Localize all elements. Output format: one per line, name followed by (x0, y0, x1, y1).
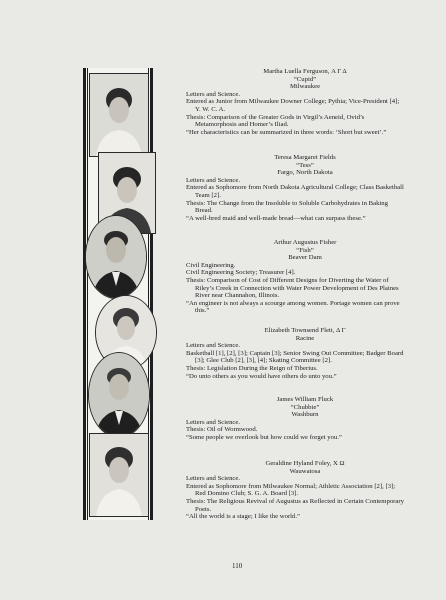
student-name: Martha Luella Ferguson, Α Γ Δ (263, 68, 347, 75)
bio-line: Entered as Sophomore from North Dakota Agricultural College; Class Basketball Team [2]. (186, 184, 404, 199)
student-nickname: “Cupid” (293, 75, 317, 83)
student-hometown: Beaver Dam (288, 254, 322, 262)
bio-foley (186, 460, 404, 521)
student-nickname: “Tess” (296, 161, 314, 169)
bio-line: Letters and Science. (186, 418, 241, 426)
portrait-column (83, 68, 153, 520)
bio-line: “All the world is a stage; I like the world.” (186, 513, 301, 521)
bio-line: Entered as Junior from Milwaukee Downer College; Pythia; Vice-President [4]; Y. W. C. A. (186, 98, 400, 113)
student-name: Arthur Augustus Fisher (273, 239, 337, 246)
bio-line: Letters and Science. (186, 176, 241, 184)
bio-ferguson (186, 68, 404, 136)
portrait-fisher (85, 215, 147, 299)
student-hometown: Racine (295, 334, 315, 342)
page-number: 110 (232, 562, 243, 570)
border-strip-left-inner (87, 68, 88, 520)
bio-line: Letters and Science. (186, 342, 241, 350)
bio-fisher (186, 239, 404, 315)
bio-line: “Her characteristics can be summarized in three words: ‘Short but sweet’.” (186, 128, 387, 136)
border-strip-left (83, 68, 86, 520)
portrait-foley (89, 433, 149, 517)
student-name: Teresa Margaret Fields (274, 154, 336, 161)
bio-line: Thesis: Comparison of the Greater Gods in Virgil’s Aeneid, Ovid’s Metamorphosis and Homer’s Iliad. (186, 113, 365, 129)
student-hometown: Wauwatosa (289, 467, 321, 475)
student-hometown: Milwaukee (289, 83, 321, 91)
portrait-ferguson (89, 73, 149, 157)
bio-line: “An engineer is not always a scourge among women. Portage women can prove this.” (186, 299, 400, 315)
bio-line: Thesis: The Religious Revival of Augustus as Reflected in Certain Contemporary Poets. (186, 497, 404, 513)
bio-line: Civil Engineering. (186, 261, 236, 269)
border-strip-right (150, 68, 153, 520)
bio-line: Letters and Science. (186, 475, 241, 483)
student-hometown: Washburn (291, 411, 319, 419)
student-hometown: Fargo, North Dakota (277, 169, 333, 177)
bio-fluck (186, 396, 404, 442)
bio-line: “Some people we overlook but how could we forget you.” (186, 433, 342, 441)
bio-line: Thesis: Comparison of Cost of Different Designs for Diverting the Water of Riley’s Creek in Connection with Water Power Development of Des Plaines River near Channahon, Illinois. (186, 276, 399, 300)
bio-line: Thesis: Legislation During the Reign of Tiberius. (186, 364, 318, 372)
bio-fields (186, 154, 404, 222)
bio-line: Thesis: The Change from the Insoluble to Soluble Carbohydrates in Baking Bread. (186, 199, 388, 215)
student-nickname: “Chubbie” (290, 403, 320, 411)
bio-line: “Do unto others as you would have others do unto you.” (186, 372, 337, 380)
bio-line: Letters and Science. (186, 90, 241, 98)
student-nickname: “Fish” (296, 246, 314, 254)
bio-flett (186, 327, 404, 380)
bio-line: Civil Engineering Society; Treasurer [4]. (186, 269, 296, 277)
student-name: James William Fluck (276, 396, 334, 403)
student-name: Elizabeth Townsend Flett, Δ Γ (264, 327, 346, 334)
bio-line: Thesis: Oil of Wormwood. (186, 426, 258, 434)
bio-line: “A well-bred maid and well-made bread—what can surpass these.” (186, 214, 366, 222)
portrait-fluck (88, 352, 150, 438)
bio-line: Basketball [1], [2], [3]; Captain [3]; Senior Swing Out Committee; Badger Board [3]; Glee Club [2], [3], [4]; Skating Committee [2]. (186, 349, 404, 365)
bio-line: Entered as Sophomore from Milwaukee Normal; Athletic Association [2], [3]; Red Domino Club; S. G. A. Board [3]. (186, 482, 396, 498)
student-name: Geraldine Hyland Foley, Χ Ω (265, 460, 345, 467)
